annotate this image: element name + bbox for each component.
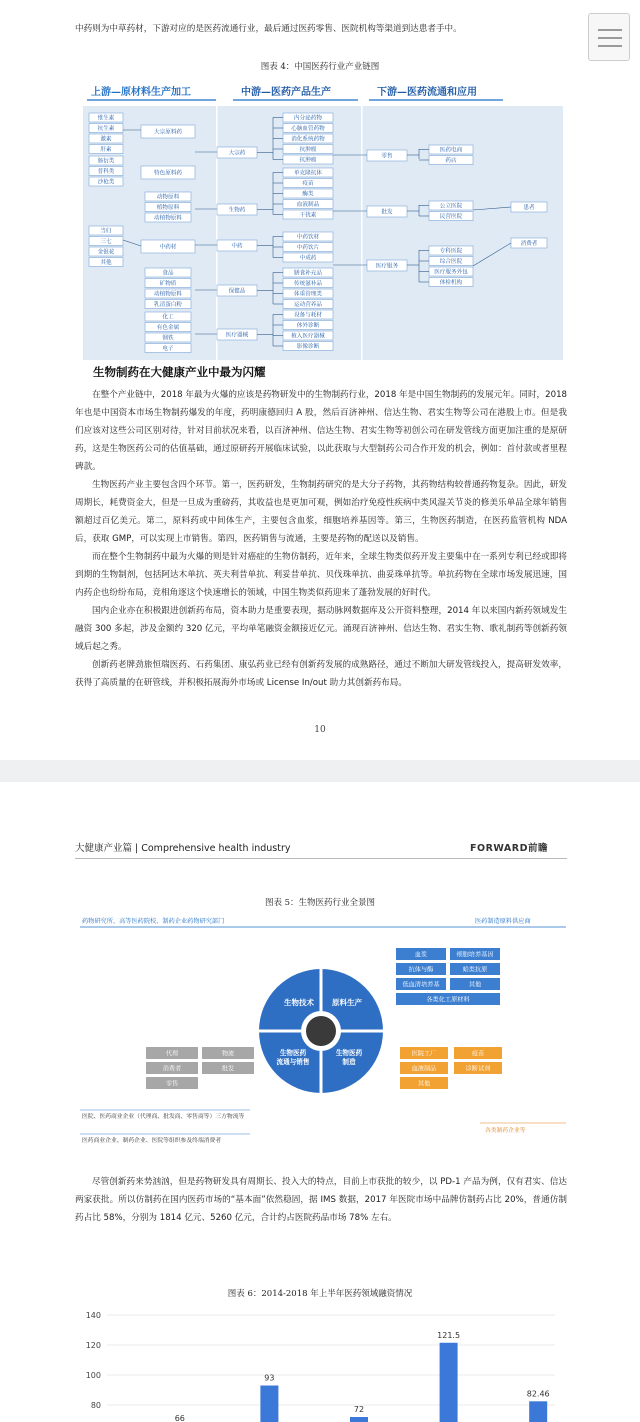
chain-end: 患者 xyxy=(523,205,535,212)
fig6-caption: 图表 6：2014-2018 年上半年医药领域融资情况 xyxy=(227,1289,413,1299)
chain-mid-item: 中药饮片 xyxy=(296,245,320,252)
circle-tl: 生物技术 xyxy=(284,998,314,1007)
chain-up-raw-e: 化工 xyxy=(162,314,174,321)
chain-up-item: 肠衍类 xyxy=(97,158,115,165)
chain-mid-item: 传统滋补品 xyxy=(294,281,322,288)
foot-left-2: 医药商业企业、制药企业、医院等组织参及终端消费者 xyxy=(82,1138,222,1144)
chain-mid-item: 运动营养品 xyxy=(294,302,322,309)
chain-mid-item: 消化系统药物 xyxy=(291,136,325,143)
raw-item: 低血清培养基 xyxy=(402,981,440,989)
midstream-label: 中游—医药产品生产 xyxy=(241,87,331,98)
mfg-item: 诊断试剂 xyxy=(465,1065,491,1073)
chain-up-raw-b: 动物原料 xyxy=(156,194,180,201)
chain-mid-cat: 保健品 xyxy=(228,288,246,295)
chain-down-cat: 医疗服务 xyxy=(375,263,399,270)
chain-up-item: 沙枪类 xyxy=(97,179,115,186)
chain-up-raw-d: 食品 xyxy=(162,270,174,277)
chain-mid-item: 膳食补充品 xyxy=(294,270,322,277)
chain-down-item: 民营医院 xyxy=(439,214,463,221)
dist-item: 代理 xyxy=(165,1050,179,1058)
mfg-item: 医院工厂 xyxy=(411,1050,437,1058)
y-tick-label: 100 xyxy=(85,1371,101,1380)
chain-up-item: 三七 xyxy=(100,239,112,246)
chain-up-raw: 大宗原料药 xyxy=(154,129,182,136)
dist-item: 零售 xyxy=(165,1080,179,1088)
chain-mid-cat: 医疗器械 xyxy=(225,332,249,339)
upstream-label: 上游—原材料生产加工 xyxy=(91,87,191,98)
page-number: 10 xyxy=(314,725,326,735)
mfg-item: 血液制品 xyxy=(411,1065,437,1073)
chain-mid-item: 影像诊断 xyxy=(296,344,320,351)
dist-item: 消费者 xyxy=(162,1065,182,1073)
y-tick-label: 120 xyxy=(85,1341,101,1350)
bar-value-label: 72 xyxy=(353,1405,365,1414)
banner-right: 医药制造原料供应商 xyxy=(475,918,531,925)
header-left: 大健康产业篇 | Comprehensive health industry xyxy=(75,843,291,854)
foot-left-1: 医院、医药商业企业（代理商、批发商、零售商等）三方物流等 xyxy=(82,1114,245,1120)
chain-up-raw-d: 乳清蛋白粉 xyxy=(154,302,182,309)
chain-up-item: 激素 xyxy=(100,136,112,143)
chain-mid-item: 单克隆抗体 xyxy=(294,170,322,177)
chain-mid-item: 酶类 xyxy=(302,191,314,198)
fig4-caption: 图表 4：中国医药行业产业链图 xyxy=(260,62,380,72)
circle-bl-2: 流通与销售 xyxy=(276,1058,310,1066)
chain-down-item: 药店 xyxy=(445,158,457,165)
logo: FORWARD前瞻 xyxy=(470,843,548,854)
bar-value-label: 66 xyxy=(174,1414,185,1422)
header-rule xyxy=(75,858,567,859)
chain-up-item: 抗生素 xyxy=(97,126,115,133)
chain-mid-item: 抗肿瘤 xyxy=(299,147,317,154)
page2-paragraph: 尽管创新药来势汹汹，但是药物研发具有周期长、投入大的特点，目前上市获批的较少，以 PD-1 产品为例，仅有君实、信达两家获批。所以仿制药在国内医药市场的“基本面”依然稳固，据 IMS 数据，2017 年医院市场中品牌仿制药占比 20%，普通仿制药占比 58%，分别为 1814 亿元、5260 亿元，合计约占医院药品市场 78% 左右。 xyxy=(75,1177,567,1223)
paragraph: 在整个产业链中，2018 年最为火爆的应该是药物研发中的生物制药行业，2018 年是中国生物制药的发展元年。同时，2018 年也是中国资本市场生物制药爆发的年度，药明康德回归 A 股，然后百济神州、信达生物、君实生物等公司在港股上市。但是我们应该对这些公司区别对待，针对目前状况来看，以百济神州、信达生物、君实生物等初创公司在研发管线方面更加注重的是原研药，这是生物医药公司的估值基础，通过原研药开展临床试验，以此获取与大型制药公司合作开发的机会，例如：首付款或者里程碑款。 xyxy=(75,390,567,472)
top-line: 中药则为中草药材，下游对应的是医药流通行业，最后通过医药零售、医院机构等渠道到达患者手中。 xyxy=(75,24,462,34)
section-heading: 生物制药在大健康产业中最为闪耀 xyxy=(93,365,266,379)
chain-up-item: 金银花 xyxy=(97,249,115,256)
chain-up-item: 肝素 xyxy=(100,147,112,154)
paragraph: 创新药老牌劲旅恒瑞医药、石药集团、康弘药业已经有创新药发展的成熟路径，通过不断加大研发管线投入，提高研发效率，获得了高质量的在研管线，并积极拓展海外市场或 License In/out 助力其创新药布局。 xyxy=(75,660,567,688)
network-icon xyxy=(306,1016,336,1046)
chain-mid-cat: 生物药 xyxy=(228,207,246,214)
chain-mid-item: 心脑血管药物 xyxy=(291,126,325,133)
bar xyxy=(440,1343,458,1422)
chain-mid-item: 抗肿瘤 xyxy=(299,157,317,164)
downstream-label: 下游—医药流通和应用 xyxy=(377,87,477,98)
chain-up-raw-e: 钢铁 xyxy=(162,335,174,342)
chain-up-item: 维生素 xyxy=(97,115,115,122)
paragraph: 生物医药产业主要包含四个环节。第一，医药研发，生物制药研究的是大分子药物，其药物结构较普通药物复杂。因此，研发周期长，耗费资金大，但是一旦成为重磅药，其收益也是更加可观，例如治疗免疫性疾病中类风湿关节炎的修美乐单品全球年销售额超过百亿美元。第二，原料药或中间体生产，主要包含血浆，细胞培养基因等。第三，生物医药制造，在医药监管机构 NDA 后，获取 GMP，可以实现上市销售。第四，医药销售与流通，主要是药物的配送以及销售。 xyxy=(75,480,567,544)
circle-bl: 生物医药 xyxy=(279,1049,307,1057)
chain-up-raw: 中药材 xyxy=(159,244,177,251)
foot-right: 各类制药企业等 xyxy=(485,1128,526,1134)
chain-up-raw-e: 电子 xyxy=(162,346,174,353)
raw-item: 各类化工原材料 xyxy=(426,996,470,1004)
chain-mid-item: 血液制品 xyxy=(296,202,320,209)
panorama-diagram xyxy=(80,913,566,1153)
chain-mid-item: 中成药 xyxy=(299,255,317,262)
bar xyxy=(260,1386,278,1422)
chain-down-cat: 零售 xyxy=(381,153,393,160)
chain-up-raw-b: 植物原料 xyxy=(156,205,180,212)
raw-item: 其他 xyxy=(468,981,482,989)
chain-up-raw-d: 矿物质 xyxy=(159,281,177,288)
chain-end: 消费者 xyxy=(520,241,538,248)
chain-up-item: 普科类 xyxy=(97,169,115,176)
bar-value-label: 82.46 xyxy=(526,1389,550,1399)
bar-value-label: 93 xyxy=(264,1373,275,1383)
chain-up-raw-b: 动植物原料 xyxy=(154,215,182,222)
bar xyxy=(529,1401,547,1422)
chain-mid-cat: 大宗药 xyxy=(228,150,246,157)
fig5-caption: 图表 5：生物医药行业全景图 xyxy=(264,898,376,908)
circle-br-2: 制造 xyxy=(342,1058,356,1066)
bar-value-label: 121.5 xyxy=(437,1330,461,1340)
menu-icon xyxy=(598,29,622,31)
raw-item: 蛤类抗原 xyxy=(462,966,488,974)
chain-up-item: 其他 xyxy=(100,260,112,267)
chain-mid-item: 体重管理类 xyxy=(294,291,322,298)
paragraph: 而在整个生物制药中最为火爆的则是针对癌症的生物仿制药，近年来，全球生物类似药开发主要集中在一系列专利已经或即将到期的生物制剂，包括阿达木单抗、英夫利昔单抗、利妥昔单抗、贝伐珠单抗、曲妥珠单抗等。单抗药物在全球市场发展迅速，国内药企也纷纷布局，竞相角逐这个快速增长的领域，中国生物类似药迎来了蓬勃发展的好时代。 xyxy=(75,552,567,598)
raw-item: 血浆 xyxy=(414,951,428,959)
menu-button[interactable] xyxy=(588,13,630,61)
chain-mid-item: 干扰素 xyxy=(299,212,317,219)
mfg-item: 其他 xyxy=(417,1080,431,1088)
industry-chain-diagram xyxy=(83,80,563,360)
bar xyxy=(350,1417,368,1422)
chain-down-item: 专科医院 xyxy=(439,248,463,255)
chain-mid-item: 疫苗 xyxy=(302,181,314,188)
chain-down-item: 体检机构 xyxy=(439,280,463,287)
chain-mid-cat: 中药 xyxy=(231,243,243,250)
mfg-item: 疫苗 xyxy=(471,1050,485,1058)
chain-mid-item: 内分泌药物 xyxy=(294,115,322,122)
raw-item: 抗体与酶 xyxy=(408,966,434,974)
y-tick-label: 140 xyxy=(85,1311,101,1320)
body-text xyxy=(75,386,567,692)
dist-item: 物流 xyxy=(221,1050,235,1058)
dist-item: 批发 xyxy=(221,1065,235,1073)
chain-down-item: 综合医院 xyxy=(439,259,463,266)
financing-bar-chart xyxy=(75,1305,565,1422)
banner-left: 药物研究所、高等医药院校、制药企业药物研究部门 xyxy=(82,918,225,925)
chain-up-item: 当归 xyxy=(100,228,112,235)
paragraph: 国内企业亦在积极跟进创新药布局，资本助力是重要表现，据动脉网数据库及公开资料整理，2014 年以来国内新药领域发生融资 300 多起，涉及金额约 320 亿元，平均单笔融资金额接近亿元。涌现百济神州、信达生物、君实生物、歌礼制药等创新药领域后起之秀。 xyxy=(75,606,567,652)
y-tick-label: 80 xyxy=(90,1401,101,1410)
chain-down-cat: 批发 xyxy=(381,209,393,216)
chain-mid-item: 中药饮材 xyxy=(296,234,320,241)
chain-down-item: 医疗服务外包 xyxy=(434,269,468,276)
page-separator xyxy=(0,760,640,782)
chain-mid-item: 体外诊断 xyxy=(296,323,320,330)
chain-mid-item: 设备与耗材 xyxy=(294,312,322,319)
circle-tr: 原料生产 xyxy=(332,998,362,1007)
chain-down-item: 医药电商 xyxy=(439,147,463,154)
circle-br: 生物医药 xyxy=(335,1049,363,1057)
raw-item: 细胞培养基因 xyxy=(456,951,494,959)
chain-up-raw-e: 有色金属 xyxy=(156,325,180,332)
chain-up-raw: 特色原料药 xyxy=(154,170,182,177)
chain-mid-item: 植入医疗器械 xyxy=(291,333,325,340)
chain-down-item: 公立医院 xyxy=(439,203,463,210)
chain-up-raw-d: 动植物原料 xyxy=(154,291,182,298)
